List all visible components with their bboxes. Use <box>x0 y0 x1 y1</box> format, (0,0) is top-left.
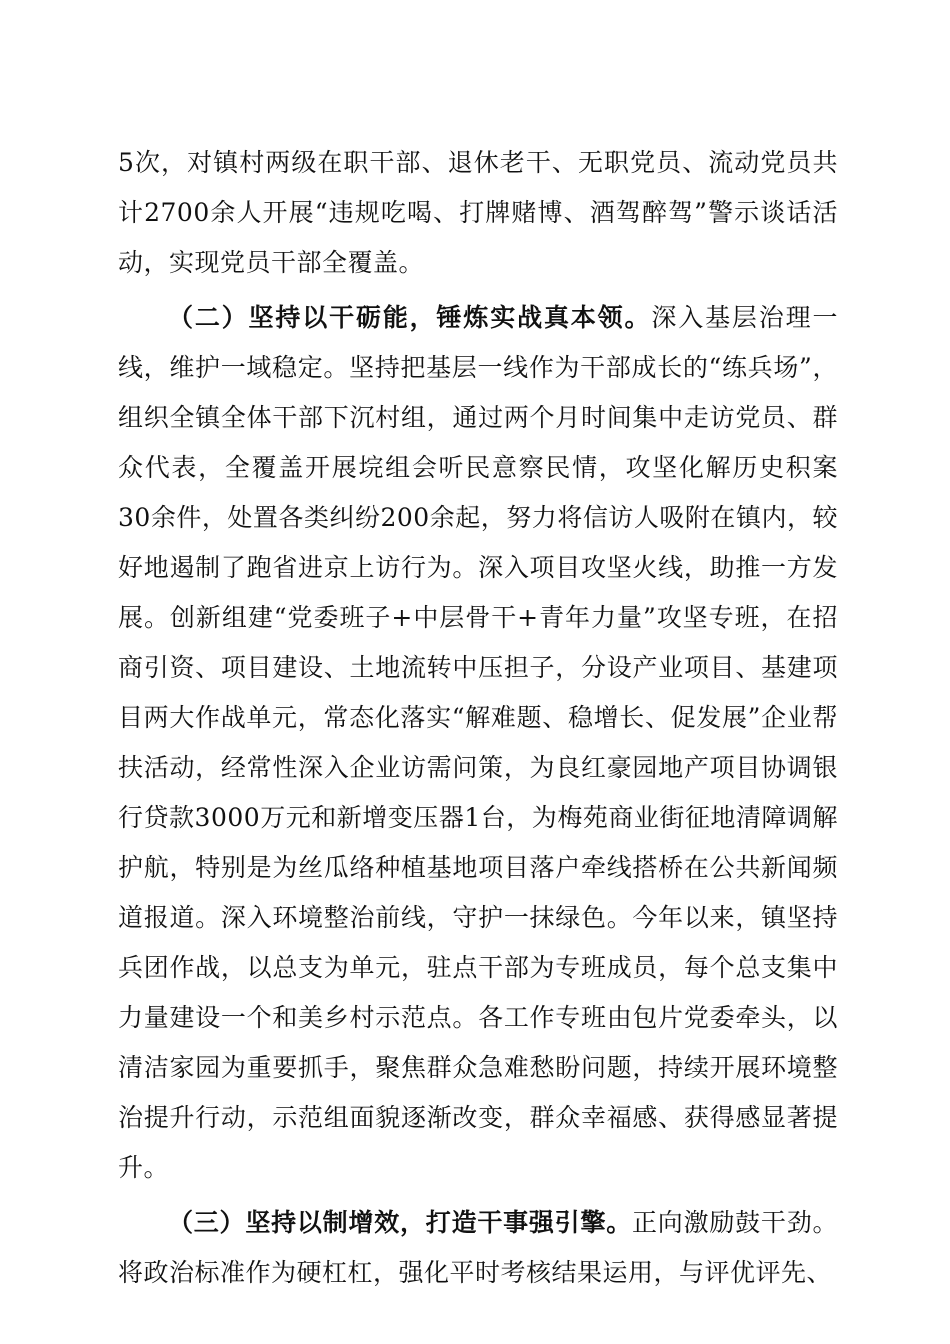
document-body <box>118 138 838 1303</box>
section-two-body: 深入基层治理一线，维护一域稳定。坚持把基层一线作为干部成长的“练兵场”，组织全镇全体干部下沉村组，通过两个月时间集中走访党员、群众代表，全覆盖开展垸组会听民意察民情，攻坚化解历史积案30余件，处置各类纠纷200余起，努力将信访人吸附在镇内，较好地遏制了跑省进京上访行为。深入项目攻坚火线，助推一方发展。创新组建“党委班子+中层骨干+青年力量”攻坚专班，在招商引资、项目建设、土地流转中压担子，分设产业项目、基建项目两大作战单元，常态化落实“解难题、稳增长、促发展”企业帮扶活动，经常性深入企业访需问策，为良红豪园地产项目协调银行贷款3000万元和新增变压器1台，为梅苑商业街征地清障调解护航，特别是为丝瓜络种植基地项目落户牵线搭桥在公共新闻频道报道。深入环境整治前线，守护一抹绿色。今年以来，镇坚持兵团作战，以总支为单元，驻点干部为专班成员，每个总支集中力量建设一个和美乡村示范点。各工作专班由包片党委牵头，以清洁家园为重要抓手，聚焦群众急难愁盼问题，持续开展环境整治提升行动，示范组面貌逐渐改变，群众幸福感、获得感显著提升。 <box>118 303 838 1182</box>
paragraph-continuation-text: 5次，对镇村两级在职干部、退休老干、无职党员、流动党员共计2700余人开展“违规吃喝、打牌赌博、酒驾醉驾”警示谈话活动，实现党员干部全覆盖。 <box>118 148 838 277</box>
paragraph-continuation <box>118 138 838 288</box>
paragraph-section-two <box>118 293 838 1193</box>
paragraph-section-three <box>118 1198 838 1298</box>
section-two-heading: （二）坚持以干砺能，锤炼实战真本领。 <box>168 303 652 332</box>
section-three-body: 正向激励鼓干劲。将政治标准作为硬杠杠，强化平时考核结果运用，与评优评先、 <box>118 1208 838 1287</box>
section-three-heading: （三）坚持以制增效，打造干事强引擎。 <box>168 1208 633 1237</box>
